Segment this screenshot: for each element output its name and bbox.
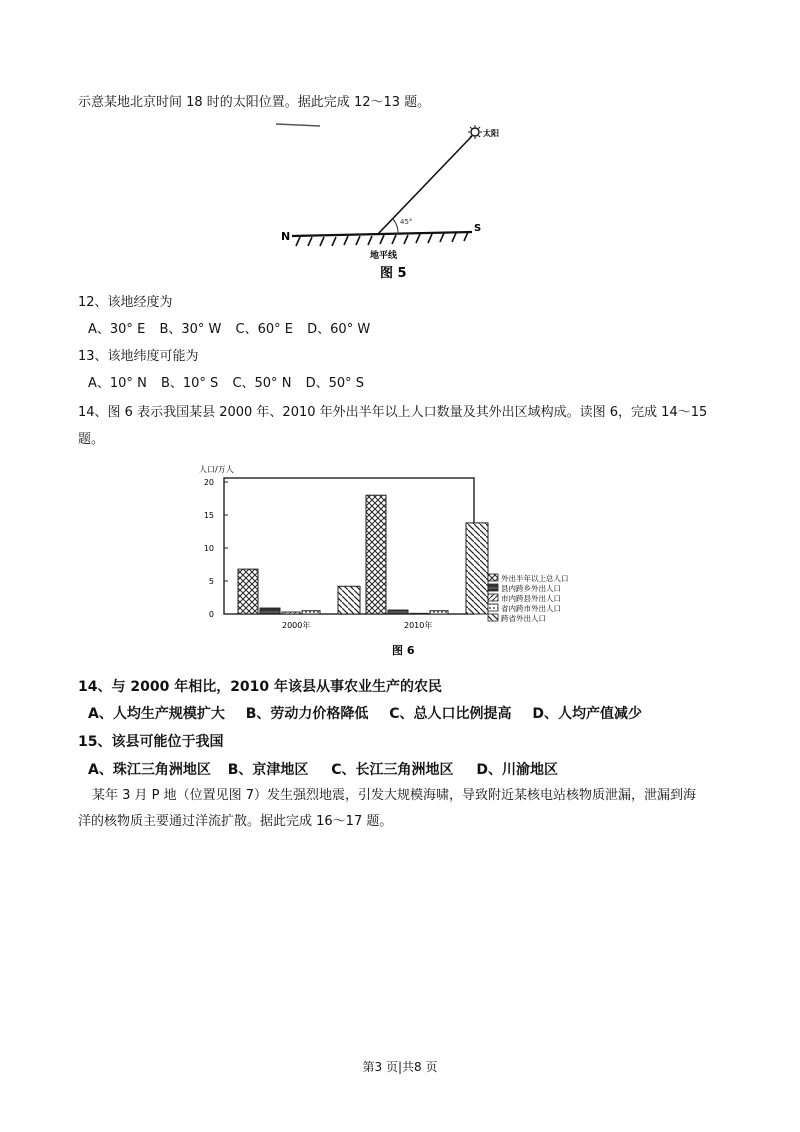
south-label: S: [474, 223, 482, 234]
legend-label: 县内跨乡外出人口: [501, 584, 561, 593]
q15-option-a[interactable]: A、珠江三角洲地区: [88, 762, 211, 778]
para16-line2: 洋的核物质主要通过洋流扩散。据此完成 16～17 题。: [78, 814, 393, 829]
legend-swatch: [488, 594, 498, 601]
q12-option-b[interactable]: B、30° W: [159, 322, 222, 337]
figure-6-chart: [0, 458, 800, 668]
figure-5-sun-diagram: [0, 118, 800, 308]
q14-intro-line2: 题。: [78, 432, 105, 447]
bar-1-3: [430, 611, 448, 614]
q14-option-d[interactable]: D、人均产值减少: [532, 706, 643, 722]
y-axis-label: 人口/万人: [199, 465, 234, 474]
q14-options: [88, 705, 652, 723]
q12-option-d[interactable]: D、60° W: [307, 322, 371, 337]
bar-0-3: [302, 611, 320, 614]
x-category-2010: 2010年: [404, 621, 433, 630]
q15-option-c[interactable]: C、长江三角洲地区: [331, 762, 454, 778]
q13-option-c[interactable]: C、50° N: [232, 376, 292, 391]
legend-label: 市内跨县外出人口: [501, 594, 561, 603]
q13-stem: 13、该地纬度可能为: [78, 349, 199, 364]
horizon-label: 地平线: [370, 251, 398, 261]
bar-1-1: [388, 610, 408, 614]
bar-1-0: [366, 495, 386, 614]
sun-icon: [468, 125, 482, 139]
bar-group: [238, 495, 488, 614]
q15-stem: 15、该县可能位于我国: [78, 734, 224, 750]
q12-stem: 12、该地经度为: [78, 295, 173, 310]
intro-text: 示意某地北京时间 18 时的太阳位置。据此完成 12～13 题。: [78, 95, 431, 110]
para16-line1: 某年 3 月 P 地（位置见图 7）发生强烈地震，引发大规模海啸，导致附近某核电站核物质泄漏，泄漏到海: [92, 788, 697, 803]
q14-intro-line1: 14、图 6 表示我国某县 2000 年、2010 年外出半年以上人口数量及其外出区域构成。读图 6，完成 14～15: [78, 405, 708, 420]
q13-option-b[interactable]: B、10° S: [160, 376, 219, 391]
legend-label: 跨省外出人口: [501, 614, 546, 623]
page-footer: 第3 页|共8 页: [362, 1060, 438, 1074]
legend-swatch: [488, 584, 498, 591]
q14-option-c[interactable]: C、总人口比例提高: [389, 706, 512, 722]
y-tick-label: 20: [203, 478, 214, 487]
bar-0-1: [260, 608, 280, 614]
horizon-line: [292, 232, 472, 236]
q13-option-d[interactable]: D、50° S: [305, 376, 364, 391]
y-tick-label: 5: [208, 577, 214, 586]
q14-option-a[interactable]: A、人均生产规模扩大: [88, 706, 225, 722]
legend-swatch: [488, 574, 498, 581]
bar-0-2: [282, 612, 300, 614]
q15-options: [88, 761, 568, 779]
x-category-2000: 2000年: [282, 621, 311, 630]
y-tick-label: 0: [208, 610, 214, 619]
legend-swatch: [488, 604, 498, 611]
figure-5-caption: 图 5: [380, 266, 407, 281]
legend-label: 省内跨市外出人口: [501, 604, 561, 613]
y-tick-label: 10: [203, 544, 214, 553]
q12-option-a[interactable]: A、30° E: [88, 322, 146, 337]
bar-1-2: [410, 613, 428, 614]
angle-label: 45°: [400, 218, 413, 226]
north-label: N: [281, 230, 291, 243]
chart-legend: [488, 573, 569, 623]
q13-options: [88, 375, 374, 393]
bar-0-4: [338, 586, 360, 614]
q12-option-c[interactable]: C、60° E: [235, 322, 293, 337]
q12-options: [88, 321, 380, 339]
q15-option-d[interactable]: D、川渝地区: [476, 762, 559, 778]
legend-label: 外出半年以上总人口: [501, 574, 569, 583]
q15-option-b[interactable]: B、京津地区: [227, 762, 309, 778]
y-tick-label: 15: [203, 511, 214, 520]
sun-ray: [378, 136, 472, 234]
figure-6-caption: 图 6: [392, 644, 415, 657]
sun-label: 太阳: [483, 129, 499, 138]
q14-option-b[interactable]: B、劳动力价格降低: [245, 706, 369, 722]
q13-option-a[interactable]: A、10° N: [88, 376, 147, 391]
q14-stem: 14、与 2000 年相比，2010 年该县从事农业生产的农民: [78, 679, 443, 695]
bar-0-0: [238, 569, 258, 614]
legend-swatch: [488, 614, 498, 621]
bar-1-4: [466, 523, 488, 614]
